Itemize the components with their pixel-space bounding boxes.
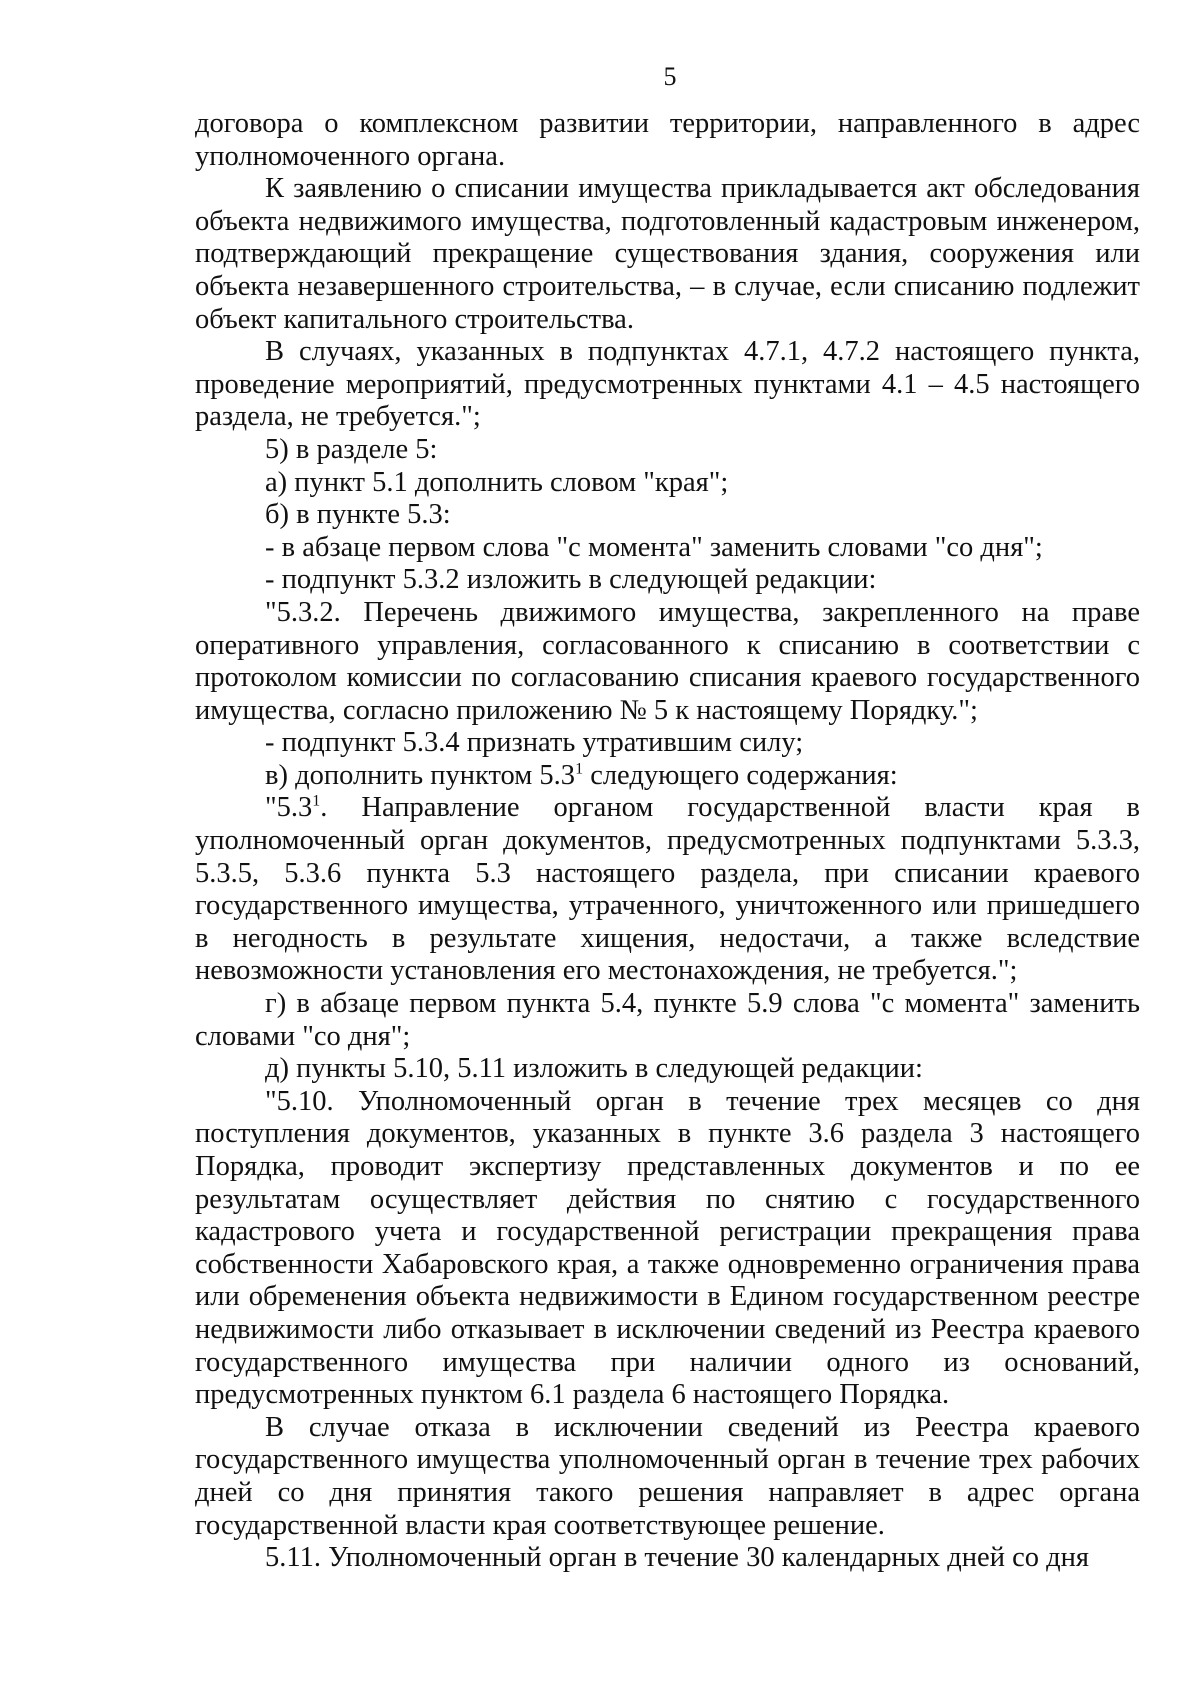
paragraph: а) пункт 5.1 дополнить словом "края"; (265, 466, 729, 498)
paragraph-text: в) дополнить пунктом 5.3 (265, 759, 576, 791)
page-number: 5 (663, 62, 677, 91)
paragraph: 5.11. Уполномоченный орган в течение 30 календарных дней со дня (265, 1542, 1089, 1574)
paragraph-text: . Направление органом государственной власти края в уполномоченный орган документов, предусмотренных подпунктами 5.3.3, 5.3.5, 5.3.6 пункта 5.3 настоящего раздела, при списании краевого государственного имущества, утраченного, уничтоженного или пришедшего в негодность в результате хищения, недостачи, а также вследствие невозможности установления его местонахождения, не требуется."; (195, 792, 1140, 987)
paragraph: 5) в разделе 5: (265, 433, 438, 465)
paragraph: В случаях, указанных в подпунктах 4.7.1, 4.7.2 настоящего пункта, проведение мероприятий, предусмотренных пунктами 4.1 – 4.5 настоящего раздела, не требуется."; (195, 336, 1140, 433)
paragraph (195, 760, 1140, 793)
paragraph: - подпункт 5.3.2 изложить в следующей редакции: (265, 564, 877, 596)
paragraph: д) пункты 5.10, 5.11 изложить в следующей редакции: (265, 1053, 923, 1085)
paragraph-text: следующего содержания: (583, 759, 898, 791)
paragraph (195, 792, 1140, 988)
paragraph: "5.3.2. Перечень движимого имущества, закрепленного на праве оперативного управления, согласованного к списанию в соответствии с протоколом комиссии по согласованию списания краевого государственного имущества, согласно приложению № 5 к настоящему Порядку."; (195, 596, 1140, 726)
paragraph: б) в пункте 5.3: (265, 499, 451, 531)
paragraph: - подпункт 5.3.4 признать утратившим силу; (265, 727, 804, 759)
paragraph: г) в абзаце первом пункта 5.4, пункте 5.9 слова "с момента" заменить словами "со дня"; (195, 988, 1140, 1052)
document-body (195, 108, 1140, 1575)
paragraph: "5.10. Уполномоченный орган в течение трех месяцев со дня поступления документов, указанных в пункте 3.6 раздела 3 настоящего Порядка, проводит экспертизу представленных документов и по ее результатам осуществляет действия по снятию с государственного кадастрового учета и государственной регистрации прекращения права собственности Хабаровского края, а также одновременно ограничения права или обременения объекта недвижимости в Едином государственном реестре недвижимости либо отказывает в исключении сведений из Реестра краевого государственного имущества при наличии одного из оснований, предусмотренных пунктом 6.1 раздела 6 настоящего Порядка. (195, 1085, 1140, 1411)
superscript: 1 (312, 792, 321, 810)
paragraph: В случае отказа в исключении сведений из Реестра краевого государственного имущества уполномоченный орган в течение трех рабочих дней со дня принятия такого решения направляет в адрес органа государственной власти края соответствующее решение. (195, 1411, 1140, 1541)
paragraph: договора о комплексном развитии территории, направленного в адрес уполномоченного органа. (195, 108, 1140, 172)
paragraph: К заявлению о списании имущества прикладывается акт обследования объекта недвижимого имущества, подготовленный кадастровым инженером, подтверждающий прекращение существования здания, сооружения или объекта незавершенного строительства, – в случае, если списанию подлежит объект капитального строительства. (195, 173, 1140, 335)
paragraph-text: "5.3 (265, 792, 313, 824)
paragraph: - в абзаце первом слова "с момента" заменить словами "со дня"; (265, 531, 1043, 563)
superscript: 1 (575, 760, 584, 778)
